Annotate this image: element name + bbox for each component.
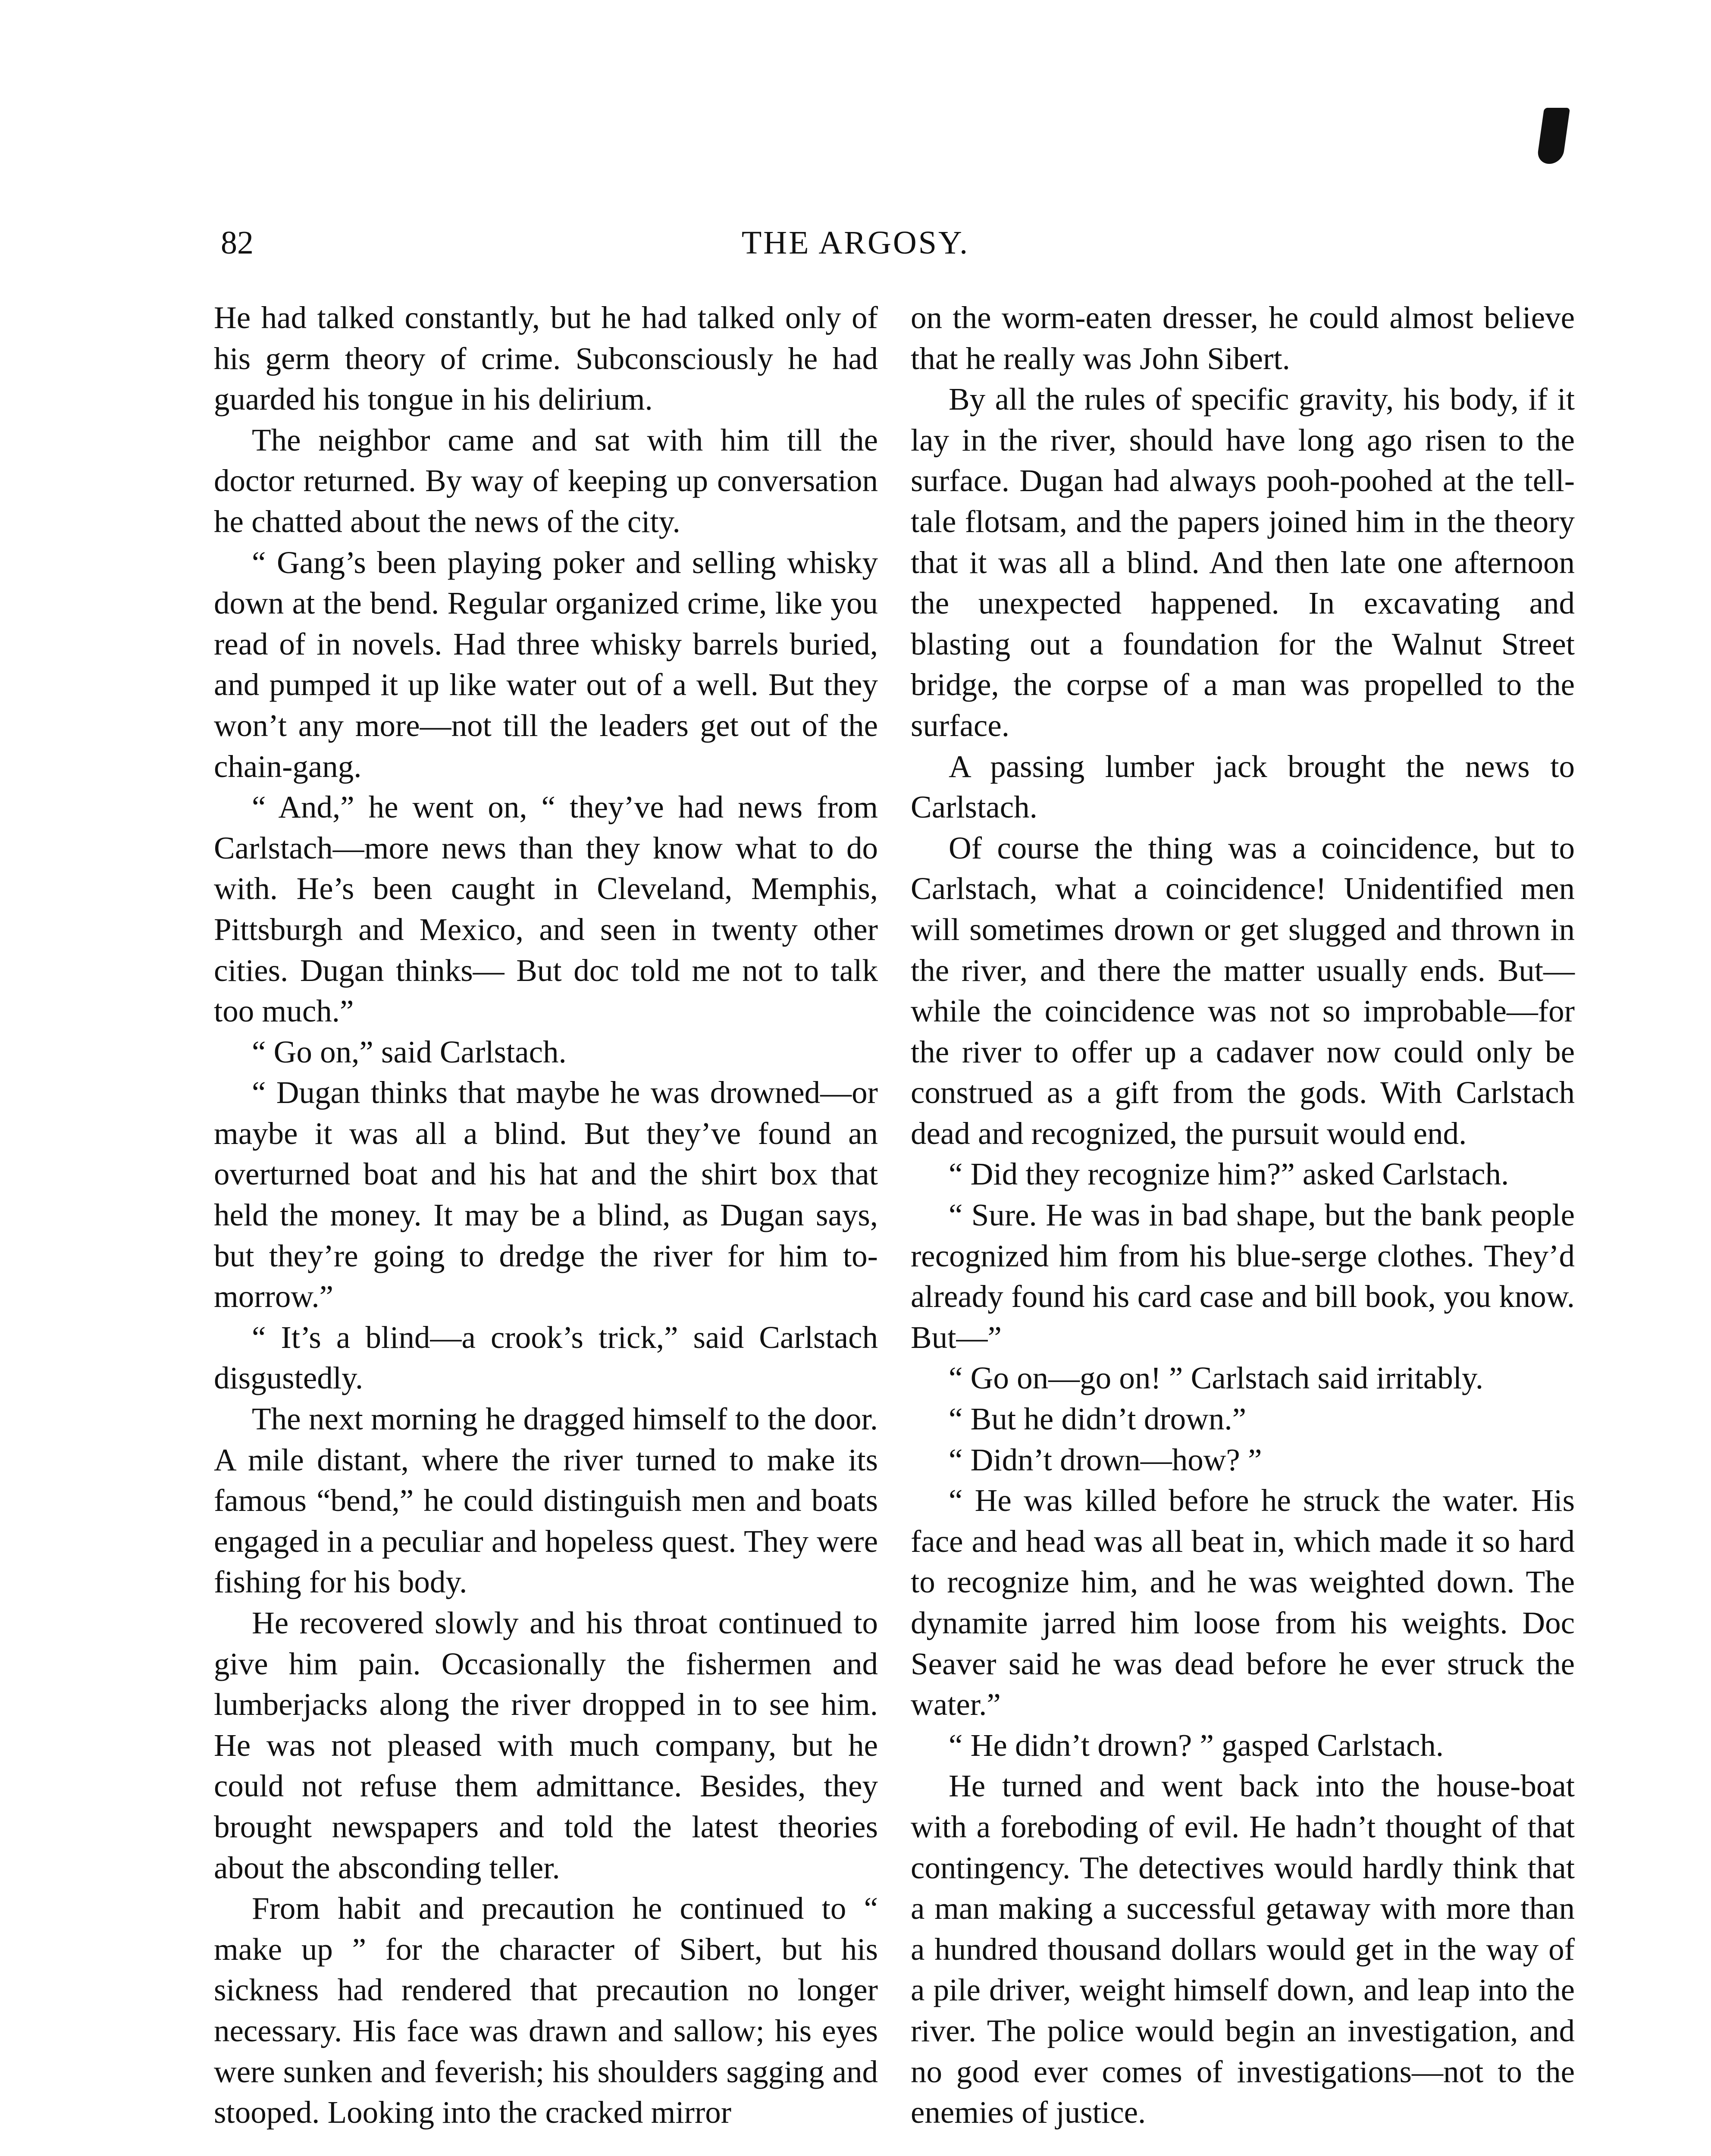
paragraph: “ Gang’s been playing poker and selling whisky down at the bend. Regular organized crime, like you read of in novels. Had three whisky barrels buried, and pumped it up like water out of a well. But they won’t any more—not till the leaders get out of the chain-gang. bbox=[214, 545, 878, 784]
paragraph: The next morning he dragged himself to the door. A mile distant, where the river turned to make its famous “bend,” he could distinguish men and boats engaged in a peculiar and hopeless quest. They were fishing for his body. bbox=[214, 1401, 878, 1600]
paragraph: “ Dugan thinks that maybe he was drowned—or maybe it was all a blind. But they’ve found an overturned boat and his hat and the shirt box that held the money. It may be a blind, as Dugan says, but they’re going to dredge the river for him to-morrow.” bbox=[214, 1075, 878, 1314]
left-column bbox=[214, 298, 878, 2133]
paragraph: He turned and went back into the house-boat with a foreboding of evil. He hadn’t thought of that contingency. The detectives would hardly think that a man making a successful getaway with more than a hundred thousand dollars would get in the way of a pile driver, weight himself down, and leap into the river. The police would begin an investigation, and no good ever comes of investigations—not to the enemies of justice. bbox=[911, 1768, 1575, 2130]
page-number: 82 bbox=[221, 225, 254, 261]
paragraph: “ He didn’t drown? ” gasped Carlstach. bbox=[949, 1727, 1444, 1763]
paragraph: “ Go on—go on! ” Carlstach said irritably. bbox=[949, 1360, 1484, 1396]
paragraph: “ Did they recognize him?” asked Carlstach. bbox=[949, 1156, 1509, 1192]
paragraph: The neighbor came and sat with him till the doctor returned. By way of keeping up conversation he chatted about the news of the city. bbox=[214, 422, 878, 539]
paragraph: A passing lumber jack brought the news to Carlstach. bbox=[911, 749, 1575, 825]
right-column bbox=[911, 298, 1575, 2133]
paragraph: “ He was killed before he struck the water. His face and head was all beat in, which made it so hard to recognize him, and he was weighted down. The dynamite jarred him loose from his weights. Doc Seaver said he was dead before he ever struck the water.” bbox=[911, 1483, 1575, 1722]
paragraph: From habit and precaution he continued to “ make up ” for the character of Sibert, but his sickness had rendered that precaution no longer necessary. His face was drawn and sallow; his eyes were sunken and feverish; his shoulders sagging and stooped. Looking into the cracked mirror bbox=[214, 1891, 878, 2130]
paragraph: “ Sure. He was in bad shape, but the bank people recognized him from his blue-serge clothes. They’d already found his card case and bill book, you know. But—” bbox=[911, 1197, 1575, 1355]
paragraph: By all the rules of specific gravity, his body, if it lay in the river, should have long ago risen to the surface. Dugan had always pooh-poohed at the tell-tale flotsam, and the papers joined him in the theory that it was all a blind. And then late one afternoon the unexpected happened. In excavating and blasting out a foundation for the Walnut Street bridge, the corpse of a man was propelled to the surface. bbox=[911, 382, 1575, 743]
corner-ink-mark bbox=[1536, 108, 1570, 164]
paragraph: “ And,” he went on, “ they’ve had news from Carlstach—more news than they know what to do with. He’s been caught in Cleveland, Memphis, Pittsburgh and Mexico, and seen in twenty other cities. Dugan thinks— But doc told me not to talk too much.” bbox=[214, 790, 878, 1029]
running-head: THE ARGOSY. bbox=[741, 225, 970, 261]
paragraph: “ Go on,” said Carlstach. bbox=[252, 1034, 567, 1069]
paragraph: He had talked constantly, but he had talked only of his germ theory of crime. Subconsciously he had guarded his tongue in his delirium. bbox=[214, 300, 878, 417]
paragraph: on the worm-eaten dresser, he could almost believe that he really was John Sibert. bbox=[911, 300, 1575, 376]
paragraph: “ It’s a blind—a crook’s trick,” said Carlstach disgustedly. bbox=[214, 1319, 878, 1396]
paragraph: “ But he didn’t drown.” bbox=[949, 1401, 1247, 1437]
paragraph: He recovered slowly and his throat continued to give him pain. Occasionally the fishermen and lumberjacks along the river dropped in to see him. He was not pleased with much company, but he could not refuse them admittance. Besides, they brought newspapers and told the latest theories about the absconding teller. bbox=[214, 1605, 878, 1885]
paragraph: “ Didn’t drown—how? ” bbox=[949, 1442, 1262, 1477]
paragraph: Of course the thing was a coincidence, but to Carlstach, what a coincidence! Unidentified men will sometimes drown or get slugged and thrown in the river, and there the matter usually ends. But—while the coincidence was not so improbable—for the river to offer up a cadaver now could only be construed as a gift from the gods. With Carlstach dead and recognized, the pursuit would end. bbox=[911, 830, 1575, 1151]
